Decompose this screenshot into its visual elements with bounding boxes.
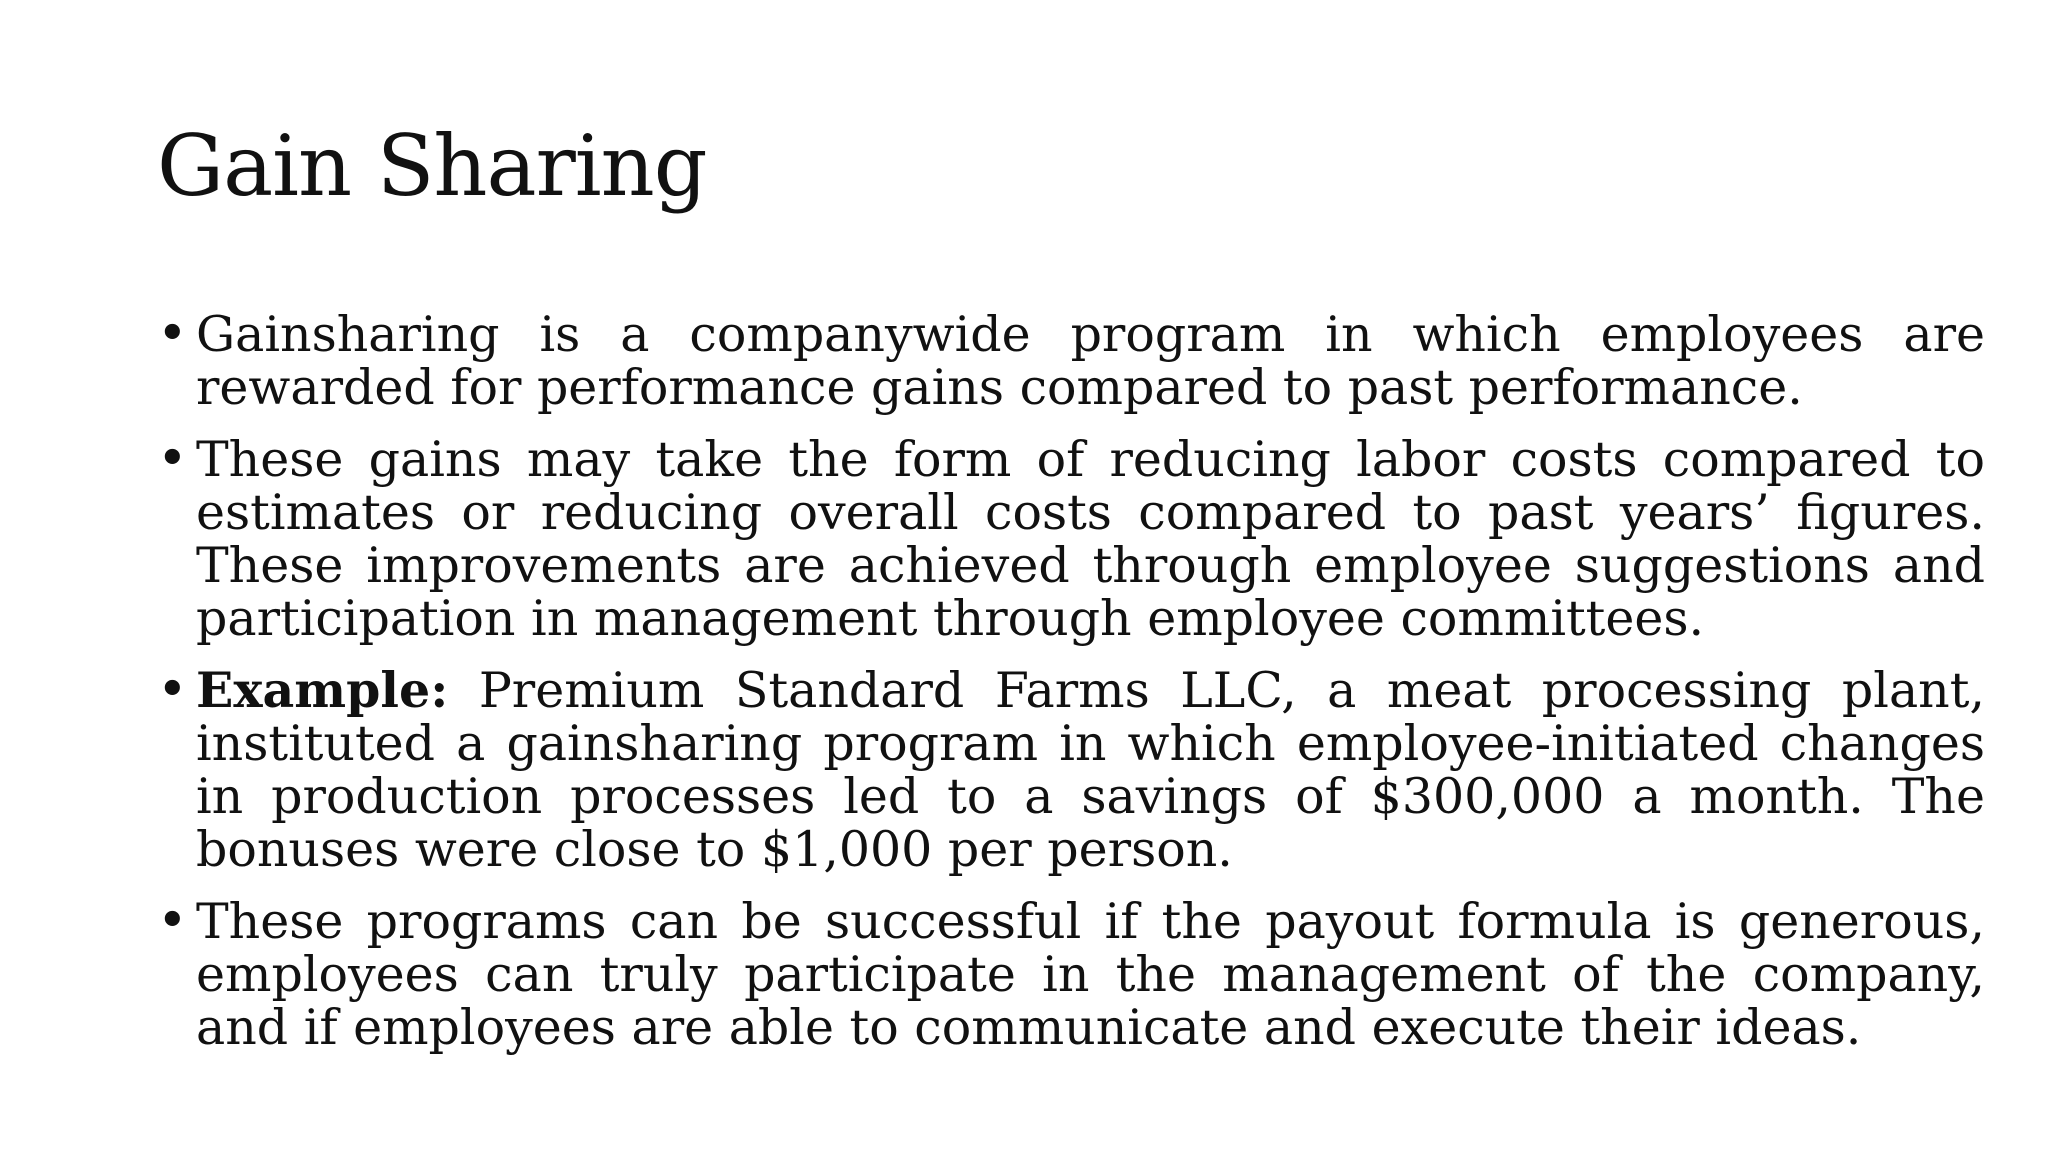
bullet-text-example-wrapper (196, 661, 1985, 878)
bullet-item-gains (157, 429, 1985, 647)
bullet-point-icon: • (157, 304, 188, 364)
slide-title: Gain Sharing (157, 117, 707, 215)
bullet-point-icon: • (157, 891, 188, 951)
bullet-text-example: Premium Standard Farms LLC, a meat processing plant, instituted a gainsharing program in which employee-initiated changes in production processes led to a savings of $300,000 a month. The bonuses were close to $1,000 per person. (196, 662, 1985, 878)
bullet-item-example (157, 660, 1985, 878)
example-label: Example: (196, 661, 449, 719)
bullet-text-definition: Gainsharing is a companywide program in which employees are rewarded for performance gains compared to past performance. (196, 306, 1985, 416)
bullet-point-icon: • (157, 429, 188, 489)
bullet-text-gains: These gains may take the form of reducing labor costs compared to estimates or reducing overall costs compared to past years’ figures. These improvements are achieved through employee suggestions and participation in management through employee committees. (196, 431, 1985, 647)
bullet-text-success: These programs can be successful if the payout formula is generous, employees can truly participate in the management of the company, and if employees are able to communicate and execute their ideas. (196, 893, 1985, 1056)
bullet-point-icon: • (157, 660, 188, 720)
bullet-list (157, 304, 1985, 1073)
bullet-item-success (157, 891, 1985, 1056)
bullet-item-definition (157, 304, 1985, 416)
